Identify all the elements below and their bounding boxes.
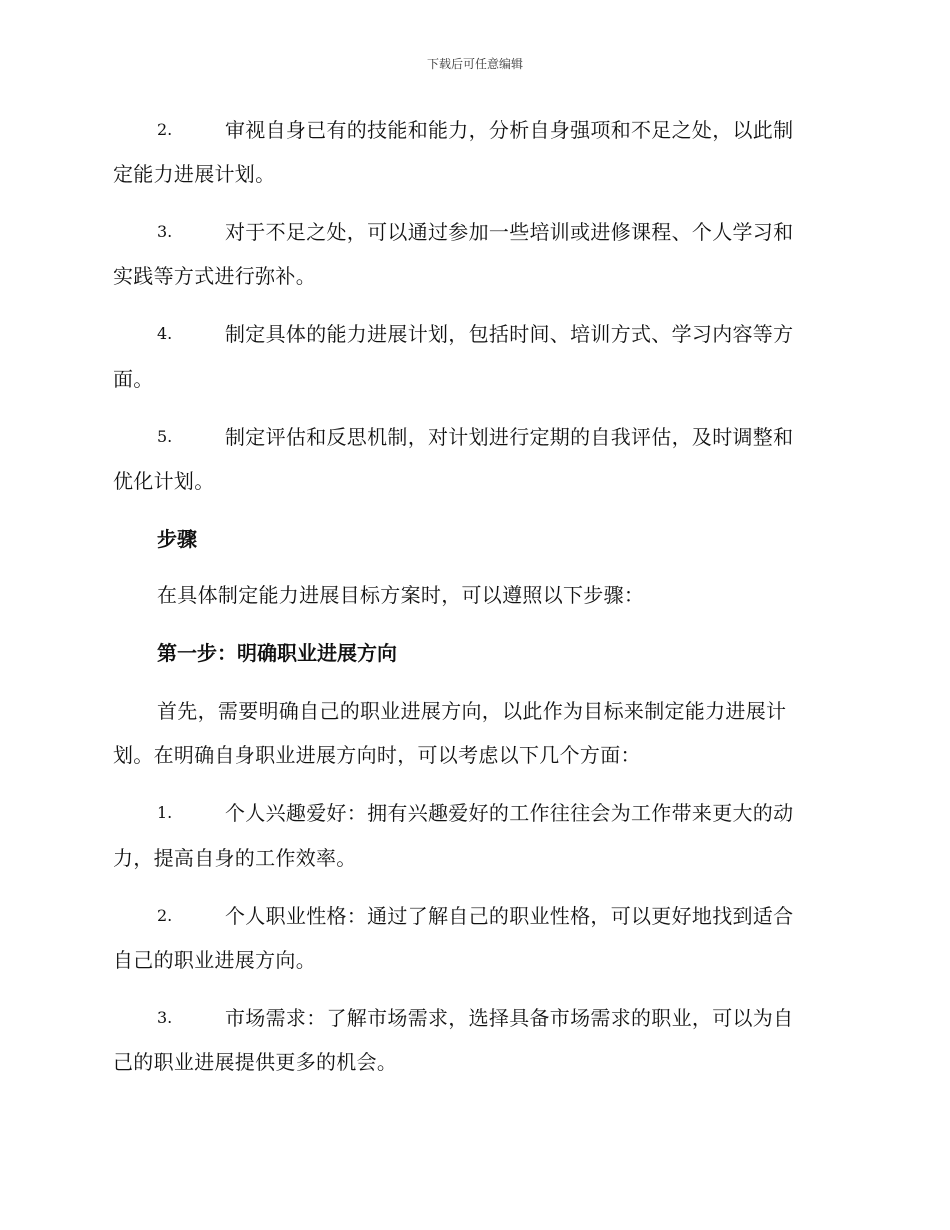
paragraph-line2: 划。在明确自身职业进展方向时，可以考虑以下几个方面：	[113, 743, 641, 767]
page-header: 下载后可任意编辑	[426, 57, 523, 71]
list-text-line1: 对于不足之处，可以通过参加一些培训或进修课程、个人学习和	[225, 220, 794, 244]
list-text-line2: 面。	[113, 367, 154, 391]
list-text-line2: 己的职业进展提供更多的机会。	[113, 1050, 398, 1074]
list-text-line2: 自己的职业进展方向。	[113, 948, 316, 972]
list-number: 2.	[157, 120, 173, 139]
list-text-line2: 定能力进展计划。	[113, 162, 276, 186]
list-text-line2: 实践等方式进行弥补。	[113, 264, 316, 288]
list-number: 2.	[157, 906, 173, 925]
list-text-line1: 个人兴趣爱好：拥有兴趣爱好的工作往往会为工作带来更大的动	[225, 801, 794, 825]
list-number: 4.	[157, 324, 173, 343]
list-number: 1.	[157, 803, 173, 822]
paragraph-line1: 首先，需要明确自己的职业进展方向，以此作为目标来制定能力进展计	[157, 699, 787, 723]
section-heading-step1: 第一步：明确职业进展方向	[157, 641, 397, 665]
list-number: 5.	[157, 427, 173, 446]
list-text-line1: 个人职业性格：通过了解自己的职业性格，可以更好地找到适合	[225, 904, 794, 928]
list-text-line2: 力，提高自身的工作效率。	[113, 846, 357, 870]
section-heading-steps: 步骤	[157, 527, 197, 551]
list-text-line2: 优化计划。	[113, 469, 215, 493]
list-text-line1: 制定具体的能力进展计划，包括时间、培训方式、学习内容等方	[225, 322, 794, 346]
list-text-line1: 审视自身已有的技能和能力，分析自身强项和不足之处，以此制	[225, 118, 794, 142]
intro-paragraph: 在具体制定能力进展目标方案时，可以遵照以下步骤：	[157, 583, 645, 607]
list-text-line1: 市场需求：了解市场需求，选择具备市场需求的职业，可以为自	[225, 1006, 794, 1030]
list-number: 3.	[157, 1008, 173, 1027]
list-text-line1: 制定评估和反思机制，对计划进行定期的自我评估，及时调整和	[225, 425, 794, 449]
list-number: 3.	[157, 222, 173, 241]
